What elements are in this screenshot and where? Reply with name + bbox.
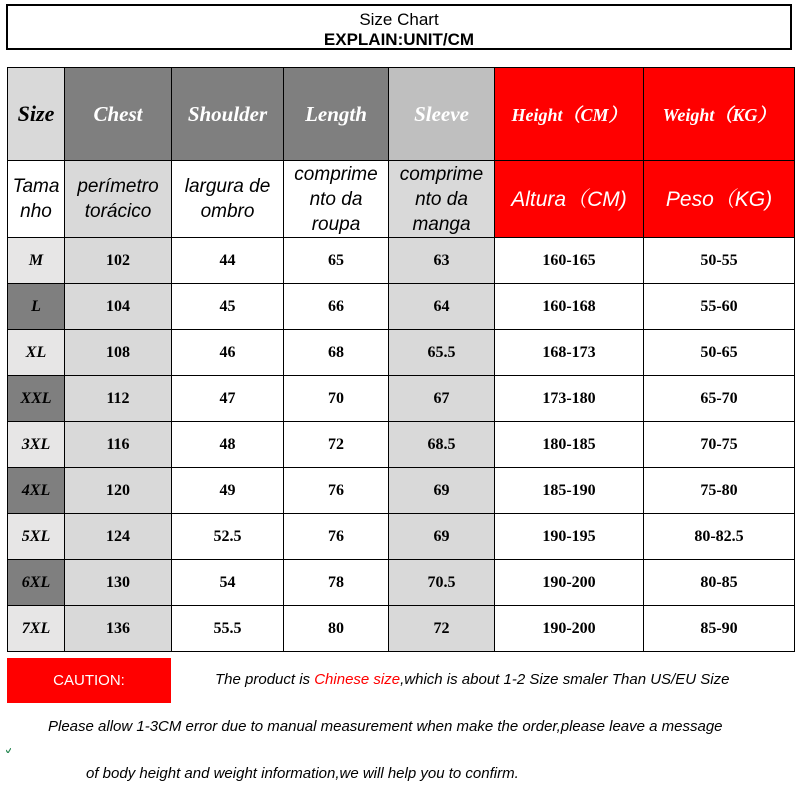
cell-chest: 104 xyxy=(65,284,172,330)
cell-weight: 65-70 xyxy=(644,376,795,422)
cell-height: 190-200 xyxy=(495,560,644,606)
cell-chest: 108 xyxy=(65,330,172,376)
cell-height: 180-185 xyxy=(495,422,644,468)
col-sub-weight: Peso（KG) xyxy=(644,161,795,238)
cell-shoulder: 52.5 xyxy=(172,514,284,560)
translation-row xyxy=(8,161,795,238)
note-line-1: Please allow 1-3CM error due to manual measurement when make the order,please leave a message xyxy=(48,718,723,735)
caution-text xyxy=(215,671,729,688)
cell-size: 6XL xyxy=(8,560,65,606)
cell-shoulder: 46 xyxy=(172,330,284,376)
chart-unit: EXPLAIN:UNIT/CM xyxy=(323,30,475,49)
cell-chest: 130 xyxy=(65,560,172,606)
cell-shoulder: 44 xyxy=(172,238,284,284)
col-sub-height: Altura（CM) xyxy=(495,161,644,238)
cell-chest: 136 xyxy=(65,606,172,652)
cell-sleeve: 67 xyxy=(389,376,495,422)
col-header-shoulder: Shoulder xyxy=(172,68,284,161)
table-row xyxy=(8,376,795,422)
cell-chest: 124 xyxy=(65,514,172,560)
chart-header xyxy=(6,4,792,50)
check-mark-icon xyxy=(6,748,11,753)
cell-length: 76 xyxy=(284,468,389,514)
cell-height: 168-173 xyxy=(495,330,644,376)
col-sub-chest: perímetro torácico xyxy=(65,161,172,238)
col-sub-shoulder: largura de ombro xyxy=(172,161,284,238)
cell-weight: 50-65 xyxy=(644,330,795,376)
col-sub-size: Tama nho xyxy=(8,161,65,238)
cell-chest: 112 xyxy=(65,376,172,422)
cell-shoulder: 55.5 xyxy=(172,606,284,652)
cell-size: XL xyxy=(8,330,65,376)
cell-chest: 102 xyxy=(65,238,172,284)
cell-sleeve: 65.5 xyxy=(389,330,495,376)
cell-sleeve: 69 xyxy=(389,468,495,514)
cell-weight: 50-55 xyxy=(644,238,795,284)
cell-chest: 116 xyxy=(65,422,172,468)
table-row xyxy=(8,514,795,560)
cell-size: 5XL xyxy=(8,514,65,560)
cell-length: 76 xyxy=(284,514,389,560)
cell-shoulder: 48 xyxy=(172,422,284,468)
cell-sleeve: 69 xyxy=(389,514,495,560)
col-header-size: Size xyxy=(8,68,65,161)
cell-sleeve: 63 xyxy=(389,238,495,284)
cell-weight: 80-82.5 xyxy=(644,514,795,560)
col-header-length: Length xyxy=(284,68,389,161)
cell-size: XXL xyxy=(8,376,65,422)
chart-title: Size Chart xyxy=(359,10,439,29)
cell-length: 68 xyxy=(284,330,389,376)
cell-length: 70 xyxy=(284,376,389,422)
cell-shoulder: 54 xyxy=(172,560,284,606)
header-row xyxy=(8,68,795,161)
cell-height: 190-195 xyxy=(495,514,644,560)
cell-sleeve: 72 xyxy=(389,606,495,652)
col-header-sleeve: Sleeve xyxy=(389,68,495,161)
table-row xyxy=(8,330,795,376)
cell-weight: 85-90 xyxy=(644,606,795,652)
cell-sleeve: 70.5 xyxy=(389,560,495,606)
table-row xyxy=(8,606,795,652)
cell-shoulder: 49 xyxy=(172,468,284,514)
cell-weight: 55-60 xyxy=(644,284,795,330)
table-row xyxy=(8,468,795,514)
cell-height: 160-165 xyxy=(495,238,644,284)
cell-weight: 75-80 xyxy=(644,468,795,514)
cell-height: 160-168 xyxy=(495,284,644,330)
cell-weight: 70-75 xyxy=(644,422,795,468)
caution-label: CAUTION: xyxy=(7,658,171,703)
caution-highlight: Chinese size xyxy=(314,671,401,688)
cell-height: 173-180 xyxy=(495,376,644,422)
cell-chest: 120 xyxy=(65,468,172,514)
table-row xyxy=(8,284,795,330)
table-row xyxy=(8,238,795,284)
cell-height: 190-200 xyxy=(495,606,644,652)
cell-length: 80 xyxy=(284,606,389,652)
cell-size: 3XL xyxy=(8,422,65,468)
col-sub-length: comprime nto da roupa xyxy=(284,161,389,238)
col-sub-sleeve: comprime nto da manga xyxy=(389,161,495,238)
col-header-chest: Chest xyxy=(65,68,172,161)
col-header-weight: Weight（KG） xyxy=(644,68,795,161)
size-table xyxy=(7,67,795,652)
col-header-height: Height（CM） xyxy=(495,68,644,161)
cell-sleeve: 68.5 xyxy=(389,422,495,468)
caution-text-after: ,which is about 1-2 Size smaler Than US/EU Size xyxy=(400,671,730,688)
table-row xyxy=(8,560,795,606)
cell-length: 65 xyxy=(284,238,389,284)
cell-weight: 80-85 xyxy=(644,560,795,606)
note-line-2: of body height and weight information,we will help you to confirm. xyxy=(86,765,519,782)
cell-sleeve: 64 xyxy=(389,284,495,330)
caution-text-before: The product is xyxy=(215,671,315,688)
cell-shoulder: 47 xyxy=(172,376,284,422)
size-rows xyxy=(8,238,795,652)
cell-size: L xyxy=(8,284,65,330)
cell-length: 72 xyxy=(284,422,389,468)
cell-length: 66 xyxy=(284,284,389,330)
cell-size: 7XL xyxy=(8,606,65,652)
table-row xyxy=(8,422,795,468)
cell-length: 78 xyxy=(284,560,389,606)
cell-size: M xyxy=(8,238,65,284)
cell-shoulder: 45 xyxy=(172,284,284,330)
cell-size: 4XL xyxy=(8,468,65,514)
cell-height: 185-190 xyxy=(495,468,644,514)
